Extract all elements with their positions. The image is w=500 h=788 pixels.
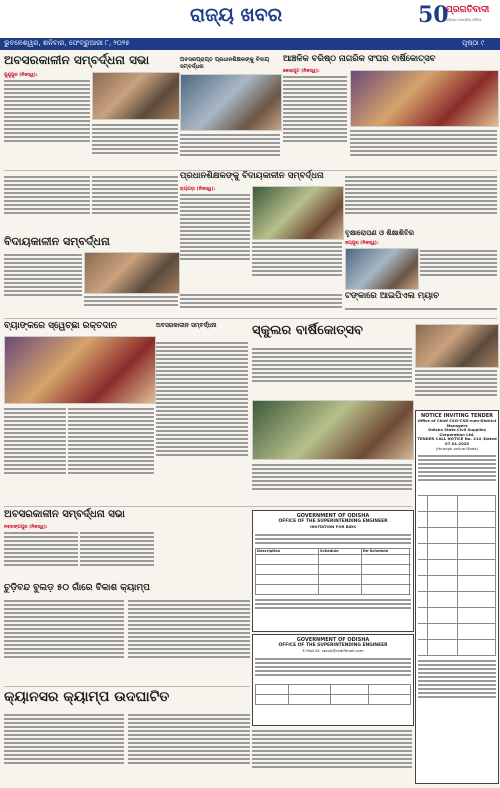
notice-body	[255, 532, 411, 546]
divider	[4, 506, 412, 507]
article-text	[283, 74, 347, 166]
article-text	[252, 728, 412, 784]
tender-org: Odisha State Civil Supplies Corporation Ltd.	[428, 427, 486, 437]
headline-4: ପ୍ରଧାନଶିକ୍ଷକଙ୍କୁ ବିଦାୟକାଳୀନ ସମ୍ବର୍ଦ୍ଧନା	[180, 171, 324, 181]
news-photo	[4, 336, 156, 404]
article-text	[252, 346, 412, 398]
article-text	[4, 598, 124, 682]
article-text	[180, 192, 250, 288]
article-text	[4, 530, 78, 580]
ifb-title: INVITATION FOR BIDS	[310, 524, 356, 529]
table-row	[418, 544, 496, 560]
headline-6: ବୃକ୍ଷାରୋପଣ ଓ ଶିକ୍ଷାଶିବିର	[345, 229, 415, 237]
table-row	[418, 640, 496, 656]
notice-body	[255, 656, 411, 682]
table-row	[256, 565, 411, 575]
table-row	[418, 512, 496, 528]
headline-1: ଅବସରକାଳୀନ ସମ୍ବର୍ଦ୍ଧନା ସଭା	[4, 53, 150, 67]
headline-9: ଅବସରକାଳୀନ ସମ୍ବର୍ଦ୍ଧନା	[156, 322, 217, 329]
table-row	[256, 695, 411, 705]
news-photo	[415, 324, 499, 368]
article-text	[4, 174, 90, 232]
news-photo	[84, 252, 180, 294]
article-text	[84, 294, 178, 314]
brand-name: ପ୍ରଗତିବାଦୀ	[446, 5, 490, 15]
table-row	[418, 576, 496, 592]
tender-title: NOTICE INVITING TENDER	[420, 413, 494, 419]
divider	[4, 318, 497, 319]
table-row	[418, 560, 496, 576]
headline-11: ଅବସରକାଳୀନ ସମ୍ବର୍ଦ୍ଧନା ସଭା	[4, 509, 125, 520]
col-schedule: Schedule	[319, 549, 362, 554]
notice-table	[255, 684, 411, 705]
table-row	[256, 575, 411, 585]
byline: ରାୟଗଡ଼ା (ନିଜସ୍ୱ):	[180, 187, 216, 192]
article-text	[180, 292, 342, 314]
news-photo	[252, 186, 344, 240]
table-row	[418, 608, 496, 624]
col-description: Description	[256, 549, 319, 554]
article-text	[128, 598, 250, 682]
table-row	[418, 592, 496, 608]
tender-body	[418, 453, 496, 493]
dateline-text: ଭୁବନେଶ୍ୱର, ଶନିବାର, ଫେବ୍ରୁଆରୀ ୮, ୨୦୨୫	[4, 39, 130, 47]
tender-footer	[418, 658, 496, 718]
tender-mode: (through online Mode)	[435, 445, 479, 451]
article-text	[80, 530, 154, 580]
byline: ଗୁଣୁପୁର (ନିଜସ୍ୱ):	[4, 73, 38, 78]
news-photo	[350, 70, 499, 127]
byline: କୋରାପୁଟ (ନିଜସ୍ୱ):	[283, 69, 320, 74]
divider	[4, 686, 250, 687]
col-reschedule: Re-Schedule	[362, 549, 410, 554]
govt-notice	[252, 510, 414, 632]
article-text	[156, 340, 248, 502]
byline: ନବରଙ୍ଗପୁର (ନିଜସ୍ୱ):	[4, 525, 48, 530]
article-text	[252, 240, 342, 288]
brand-tagline: ଓଡ଼ିଶାର ଜନପ୍ରିୟ ଦୈନିକ	[446, 18, 482, 22]
headline-8: ବ୍ୟାଙ୍କରେ ସ୍ୱେଚ୍ଛା ରକ୍ତଦାନ	[4, 321, 117, 331]
news-photo	[92, 72, 180, 120]
table-row	[256, 685, 411, 695]
headline-12: ଚୁଡ଼ିବନ୍ଦ ବୁଲଡ଼ ୫୦ ଗାଁରେ ବିକାଶ କ୍ୟାମ୍ପ	[4, 583, 150, 593]
table-row	[418, 528, 496, 544]
notice-footer	[255, 597, 411, 613]
tender-notice	[415, 410, 499, 784]
byline: ଜୟପୁର (ନିଜସ୍ୱ):	[345, 241, 379, 246]
office-title: OFFICE OF THE SUPERINTENDING ENGINEER	[278, 519, 388, 524]
article-text	[68, 406, 154, 502]
article-text	[4, 712, 124, 784]
notice-table	[255, 548, 411, 595]
article-text	[92, 122, 178, 166]
article-text	[350, 128, 497, 166]
table-row	[418, 624, 496, 640]
article-text	[252, 462, 412, 502]
table-row	[256, 555, 411, 565]
table-row	[418, 496, 496, 512]
govt-notice	[252, 634, 414, 726]
article-text	[345, 306, 497, 314]
notice-email: E-Mail ID: seroh@rediffmail.com	[302, 648, 364, 653]
govt-title: GOVERNMENT OF ODISHA	[296, 637, 370, 643]
headline-3: ଆଞ୍ଚଳିକ ବରିଷ୍ଠ ନାଗରିକ ସଂଘର ବାର୍ଷିକୋତ୍ସବ	[283, 54, 436, 64]
article-text	[4, 78, 90, 166]
article-text	[420, 248, 497, 288]
headline-7: ଟଙ୍କାରେ ଆଇପିଏଲ ମ୍ୟାଚ	[345, 291, 440, 301]
tender-table	[418, 495, 496, 656]
page-number: ପୃଷ୍ଠା ୯	[462, 39, 485, 47]
headline-5: ବିଦାୟକାଳୀନ ସମ୍ବର୍ଦ୍ଧନା	[4, 235, 110, 248]
article-text	[345, 174, 497, 228]
tender-subtitle: Office of Chief CSO-CSD-cum-District Managers	[417, 418, 497, 428]
govt-title: GOVERNMENT OF ODISHA	[296, 513, 370, 519]
article-text	[415, 368, 497, 408]
table-row	[256, 585, 411, 595]
article-text	[4, 252, 82, 314]
article-text	[180, 132, 280, 166]
page-title: ରାଜ୍ୟ ଖବର	[190, 4, 283, 26]
article-text	[92, 174, 178, 232]
news-photo	[180, 74, 282, 131]
news-photo	[345, 248, 419, 290]
headline-13: କ୍ୟାନସର କ୍ୟାମ୍ପ ଉଦଘାଟିତ	[4, 689, 170, 705]
tender-number: TENDER CALL NOTICE No. 214 /Dated 07.01.2025	[417, 436, 497, 446]
dateline-bar	[0, 38, 500, 50]
office-title: OFFICE OF THE SUPERINTENDING ENGINEER	[278, 643, 388, 648]
headline-2: ଅବସରପ୍ରାପ୍ତ ପ୍ରଧାନଶିକ୍ଷକଙ୍କୁ ବିଦାୟ ସମ୍ବର୍ଦ୍ଧନା	[180, 57, 270, 70]
anniversary-logo: 50	[418, 2, 449, 28]
headline-10: ସ୍କୁଲର ବାର୍ଷିକୋତ୍ସବ	[252, 323, 363, 338]
article-text	[128, 712, 250, 784]
article-text	[4, 406, 66, 502]
news-photo	[252, 400, 414, 460]
